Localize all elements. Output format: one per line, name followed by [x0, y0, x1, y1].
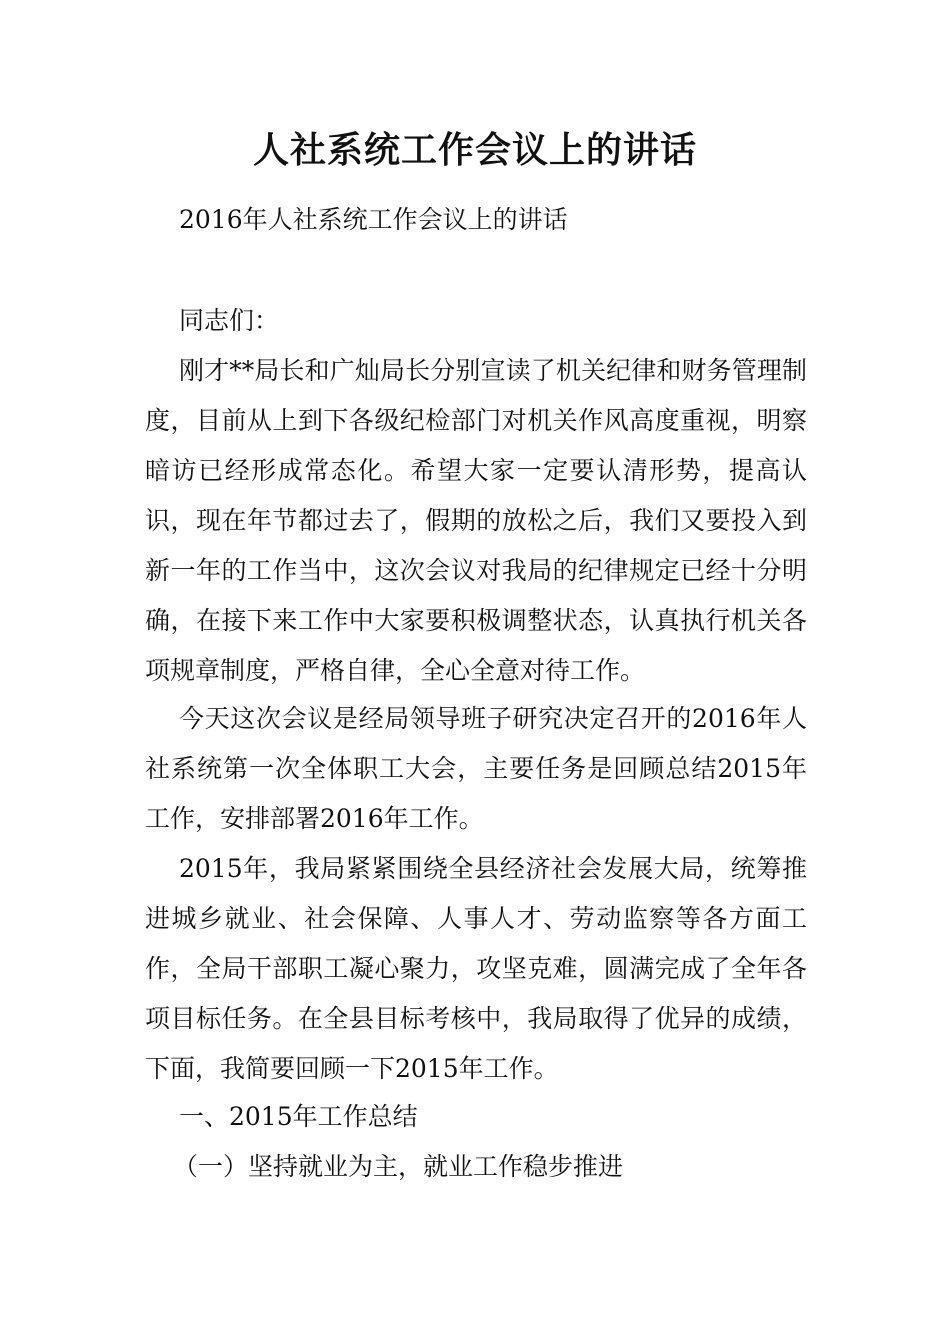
salutation: 同志们： [179, 306, 280, 335]
subsection-heading: （一）坚持就业为主，就业工作稳步推进 [173, 1152, 624, 1181]
document-subtitle: 2016年人社系统工作会议上的讲话 [179, 205, 568, 234]
paragraph-2015-review: 2015年，我局紧紧围绕全县经济社会发展大局，统筹推进城乡就业、社会保障、人事人才、劳动监察等各方面工作，全局干部职工凝心聚力，攻坚克难，圆满完成了全年各项目标任务。在全县目标考核中，我局取得了优异的成绩，下面，我简要回顾一下2015年工作。 [145, 854, 807, 1083]
paragraph-meeting-purpose: 今天这次会议是经局领导班子研究决定召开的2016年人社系统第一次全体职工大会，主要任务是回顾总结2015年工作，安排部署2016年工作。 [145, 704, 807, 833]
document-title: 人社系统工作会议上的讲话 [252, 129, 697, 171]
section-heading: 一、2015年工作总结 [179, 1102, 418, 1131]
paragraph-discipline: 刚才**局长和广灿局长分别宣读了机关纪律和财务管理制度，目前从上到下各级纪检部门对机关作风高度重视，明察暗访已经形成常态化。希望大家一定要认清形势，提高认识，现在年节都过去了，假期的放松之后，我们又要投入到新一年的工作当中，这次会议对我局的纪律规定已经十分明确，在接下来工作中大家要积极调整状态，认真执行机关各项规章制度，严格自律，全心全意对待工作。 [145, 356, 807, 685]
